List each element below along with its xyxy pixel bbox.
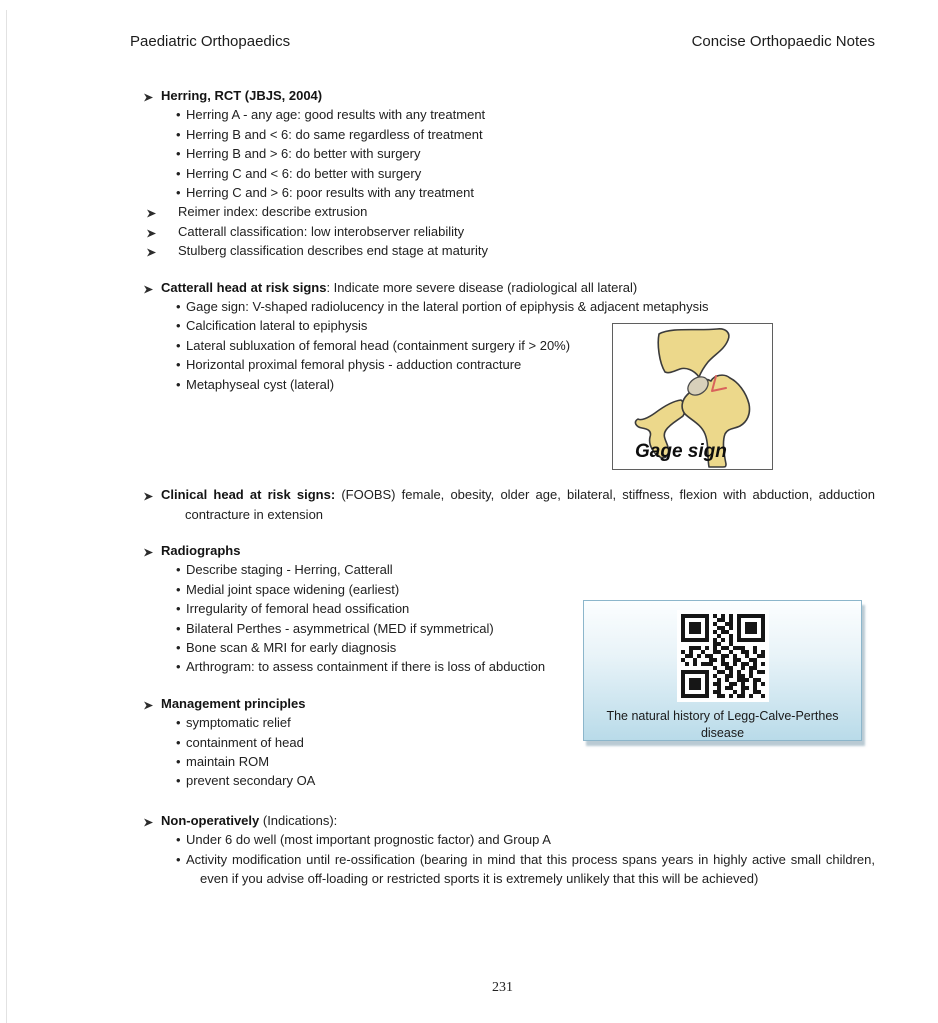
arrow-item-radiographs xyxy=(130,541,875,560)
bullet-dot: • xyxy=(176,832,181,848)
bullet-text: Irregularity of femoral head ossification xyxy=(186,601,410,617)
bullet-item xyxy=(130,144,875,163)
nonoperative-bullet-list xyxy=(130,830,875,888)
arrow-item-clinical-risk xyxy=(130,485,875,524)
bullet-text: Horizontal proximal femoral physis - adduction contracture xyxy=(186,357,522,373)
page-edge-line xyxy=(6,10,7,1023)
bullet-item xyxy=(130,850,875,889)
bullet-item xyxy=(130,105,875,124)
bullet-dot: • xyxy=(176,185,181,201)
section-title-rest: : Indicate more severe disease (radiological all lateral) xyxy=(326,279,638,295)
section-title: Clinical head at risk signs: xyxy=(161,487,336,503)
arrow-item-nonoperative xyxy=(130,811,875,830)
bullet-dot: • xyxy=(176,562,181,578)
bullet-text: Bilateral Perthes - asymmetrical (MED if symmetrical) xyxy=(186,620,494,636)
arrow-item-catterall-class xyxy=(130,222,875,241)
page-header xyxy=(130,33,875,50)
bullet-text: Arthrogram: to assess containment if there is loss of abduction xyxy=(186,659,546,675)
bullet-dot: • xyxy=(176,581,181,597)
header-left-title: Paediatric Orthopaedics xyxy=(130,33,291,50)
bullet-text: Herring B and > 6: do better with surgery xyxy=(186,146,421,162)
bullet-item xyxy=(130,560,875,579)
bullet-text: Describe staging - Herring, Catterall xyxy=(186,562,393,578)
bullet-text: Activity modification until re-ossification (bearing in mind that this process spans years in highly active small children, even if you advise off-loading or restricted sports it is extremely unlikely that this will be achieved) xyxy=(186,851,875,886)
bullet-text: Lateral subluxation of femoral head (containment surgery if > 20%) xyxy=(186,337,571,353)
bullet-dot: • xyxy=(176,337,181,353)
bullet-dot: • xyxy=(176,620,181,636)
bullet-text: Calcification lateral to epiphysis xyxy=(186,318,368,334)
bullet-text: symptomatic relief xyxy=(186,715,291,731)
bullet-dot: • xyxy=(176,107,181,123)
bullet-dot: • xyxy=(176,126,181,142)
bullet-dot: • xyxy=(176,357,181,373)
arrow-bullet-icon xyxy=(143,488,154,507)
qr-caption: The natural history of Legg-Calve-Perthes disease xyxy=(606,709,839,740)
bullet-dot: • xyxy=(176,753,181,769)
bullet-text: containment of head xyxy=(186,734,304,750)
bullet-dot: • xyxy=(176,318,181,334)
bullet-text: Herring B and < 6: do same regardless of treatment xyxy=(186,126,483,142)
arrow-item-herring xyxy=(130,86,875,105)
bullet-dot: • xyxy=(176,715,181,731)
bullet-dot: • xyxy=(176,601,181,617)
bullet-item xyxy=(130,771,875,790)
bullet-text: maintain ROM xyxy=(186,753,270,769)
arrow-item-stulberg xyxy=(130,241,875,260)
bullet-dot: • xyxy=(176,773,181,789)
bullet-text: Bone scan & MRI for early diagnosis xyxy=(186,639,397,655)
bullet-text: Under 6 do well (most important prognostic factor) and Group A xyxy=(186,832,551,848)
section-title: Catterall head at risk signs xyxy=(161,279,327,295)
bullet-item xyxy=(130,164,875,183)
bullet-dot: • xyxy=(176,851,181,867)
section-title: Management principles xyxy=(161,695,306,711)
bullet-item xyxy=(130,752,875,771)
qr-code xyxy=(677,610,769,702)
gage-sign-illustration xyxy=(613,324,771,468)
bullet-text: Gage sign: V-shaped radiolucency in the lateral portion of epiphysis & adjacent metaphysis xyxy=(186,299,709,315)
section-title-rest: (Indications): xyxy=(259,812,338,828)
bullet-item xyxy=(130,297,875,316)
bullet-text: Herring C and > 6: poor results with any treatment xyxy=(186,185,474,201)
arrow-item-text: Stulberg classification describes end stage at maturity xyxy=(178,243,488,259)
bullet-dot: • xyxy=(176,734,181,750)
bullet-dot: • xyxy=(176,299,181,315)
bullet-dot: • xyxy=(176,659,181,675)
bullet-dot: • xyxy=(176,639,181,655)
bullet-text: Herring A - any age: good results with any treatment xyxy=(186,107,486,123)
section-title: Radiographs xyxy=(161,542,241,558)
bullet-text: Herring C and < 6: do better with surgery xyxy=(186,165,422,181)
page-content xyxy=(130,86,875,888)
bullet-text: Metaphyseal cyst (lateral) xyxy=(186,376,335,392)
bullet-dot: • xyxy=(176,376,181,392)
header-right-title: Concise Orthopaedic Notes xyxy=(691,33,875,50)
bullet-text: Medial joint space widening (earliest) xyxy=(186,581,400,597)
bullet-dot: • xyxy=(176,165,181,181)
section-title-rest: (FOOBS) female, obesity, older age, bilateral, stiffness, flexion with abduction, adduction contracture in extension xyxy=(185,487,876,522)
bullet-item xyxy=(130,580,875,599)
bullet-item xyxy=(130,183,875,202)
bullet-text: prevent secondary OA xyxy=(186,773,316,789)
gage-sign-figure xyxy=(612,323,773,470)
qr-info-box xyxy=(583,600,862,741)
bullet-item xyxy=(130,830,875,849)
gage-sign-label: Gage sign xyxy=(635,441,727,462)
section-title: Herring, RCT (JBJS, 2004) xyxy=(161,88,323,103)
arrow-item-text: Catterall classification: low interobserver reliability xyxy=(178,223,465,239)
page-number: 231 xyxy=(492,980,513,995)
arrow-bullet-icon xyxy=(146,244,157,263)
herring-bullet-list xyxy=(130,105,875,202)
section-title: Non-operatively xyxy=(161,812,260,828)
arrow-item-text: Reimer index: describe extrusion xyxy=(178,204,368,220)
arrow-item-reimer xyxy=(130,202,875,221)
bullet-dot: • xyxy=(176,146,181,162)
arrow-item-catterall-risk xyxy=(130,278,875,297)
bullet-item xyxy=(130,125,875,144)
